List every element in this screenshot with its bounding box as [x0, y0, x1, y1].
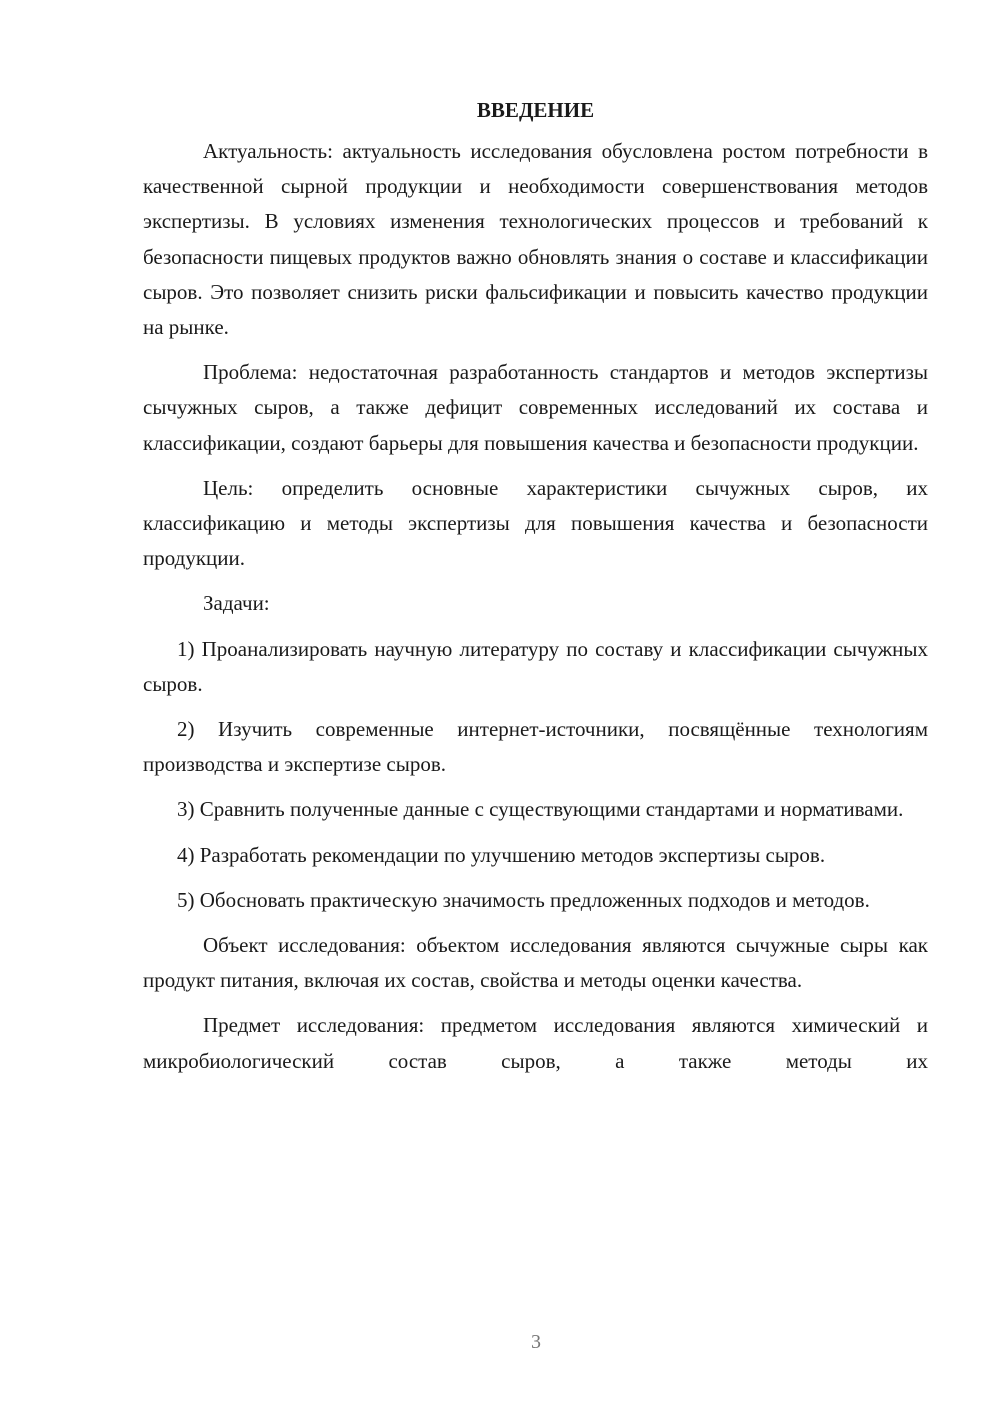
paragraph-relevance: Актуальность: актуальность исследования обусловлена ростом потребности в качественной сырной продукции и необходимости совершенствования методов экспертизы. В условиях изменения технологических процессов и требований к безопасности пищевых продуктов важно обновлять знания о составе и классификации сыров. Это позволяет снизить риски фальсификации и повысить качество продукции на рынке.	[143, 139, 928, 340]
task-item-4: 4) Разработать рекомендации по улучшению методов экспертизы сыров.	[177, 842, 826, 867]
task-item-5: 5) Обосновать практическую значимость предложенных подходов и методов.	[177, 887, 870, 912]
section-title: ВВЕДЕНИЕ	[476, 98, 595, 122]
task-item-1: 1) Проанализировать научную литературу по составу и классификации сычужных сыров.	[143, 636, 928, 696]
paragraph-object: Объект исследования: объектом исследования являются сычужные сыры как продукт питания, включая их состав, свойства и методы оценки качества.	[143, 933, 928, 993]
page-number: 3	[531, 1331, 541, 1353]
paragraph-problem: Проблема: недостаточная разработанность стандартов и методов экспертизы сычужных сыров, а также дефицит современных исследований их состава и классификации, создают барьеры для повышения качества и безопасности продукции.	[143, 360, 928, 455]
paragraph-goal: Цель: определить основные характеристики сычужных сыров, их классификацию и методы экспертизы для повышения качества и безопасности продукции.	[143, 475, 928, 571]
task-item-2: 2) Изучить современные интернет-источники, посвящённые технологиям производства и экспертизе сыров.	[143, 717, 928, 777]
page-content	[143, 92, 928, 1089]
paragraph-subject: Предмет исследования: предметом исследования являются химический и микробиологический состав сыров, а также методы их	[143, 1013, 928, 1073]
task-item-3: 3) Сравнить полученные данные с существующими стандартами и нормативами.	[177, 797, 904, 822]
tasks-heading: Задачи:	[203, 591, 270, 616]
